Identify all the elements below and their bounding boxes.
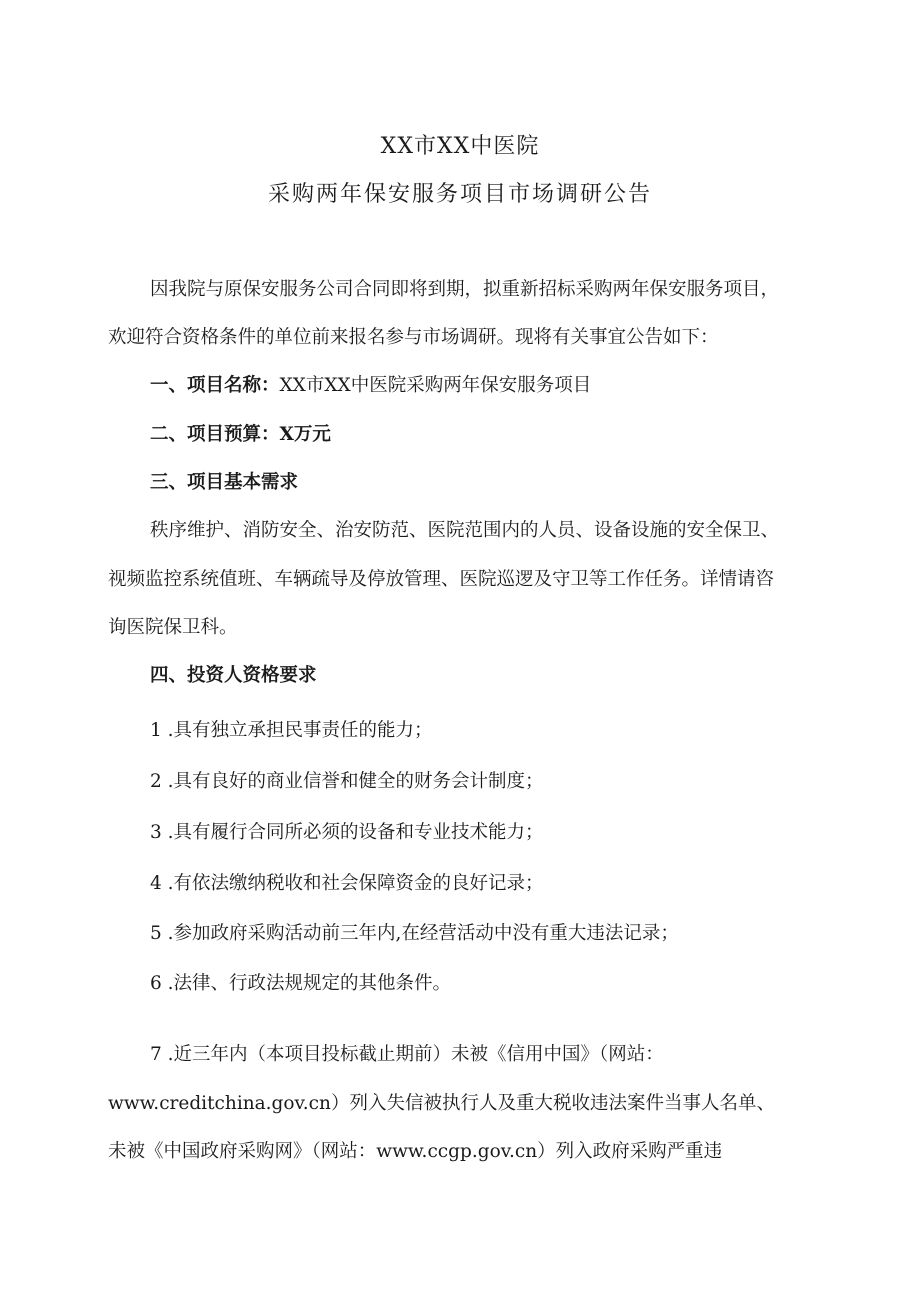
requirements-text-line-1: 秩序维护、消防安全、治安防范、医院范围内的人员、设备设施的安全保卫、 (150, 520, 780, 541)
section-project-budget-value: X万元 (279, 424, 331, 445)
section-project-budget-label: 二、项目预算： (150, 424, 280, 445)
section-qualifications-heading: 四、投资人资格要求 (150, 665, 317, 686)
intro-line-1: 因我院与原保安服务公司合同即将到期，拟重新招标采购两年保安服务项目， (150, 279, 780, 300)
qualification-item-7-line-3: 未被《中国政府采购网》（网站：www.ccgp.gov.cn）列入政府采购严重违 (108, 1141, 723, 1162)
section-project-name-value: XX市XX中医院采购两年保安服务项目 (279, 375, 592, 396)
qualification-item-5: 5 .参加政府采购活动前三年内,在经营活动中没有重大违法记录； (150, 923, 679, 944)
document-title-subject: 采购两年保安服务项目市场调研公告 (267, 182, 652, 207)
section-project-name-label: 一、项目名称： (150, 375, 280, 396)
section-project-name (150, 374, 591, 398)
qualification-item-7-line-2: www.creditchina.gov.cn）列入失信被执行人及重大税收违法案件当事人名单、 (108, 1093, 775, 1114)
qualification-item-3: 3 .具有履行合同所必须的设备和专业技术能力； (150, 822, 544, 843)
section-project-budget (150, 423, 331, 447)
intro-line-2: 欢迎符合资格条件的单位前来报名参与市场调研。现将有关事宜公告如下： (108, 327, 719, 348)
qualification-item-1: 1 .具有独立承担民事责任的能力； (150, 720, 433, 741)
section-basic-requirements-heading: 三、项目基本需求 (150, 472, 299, 493)
requirements-text-line-2: 视频监控系统值班、车辆疏导及停放管理、医院巡逻及守卫等工作任务。详情请咨 (108, 569, 775, 590)
requirements-text-line-3: 询医院保卫科。 (108, 617, 238, 638)
qualification-item-7-line-1: 7 .近三年内（本项目投标截止期前）未被《信用中国》（网站： (150, 1044, 664, 1065)
qualification-item-6: 6 .法律、行政法规规定的其他条件。 (150, 973, 452, 994)
qualification-item-2: 2 .具有良好的商业信誉和健全的财务会计制度； (150, 771, 544, 792)
qualification-item-4: 4 .有依法缴纳税收和社会保障资金的良好记录； (150, 873, 544, 894)
document-title-hospital: XX市XX中医院 (380, 134, 540, 159)
